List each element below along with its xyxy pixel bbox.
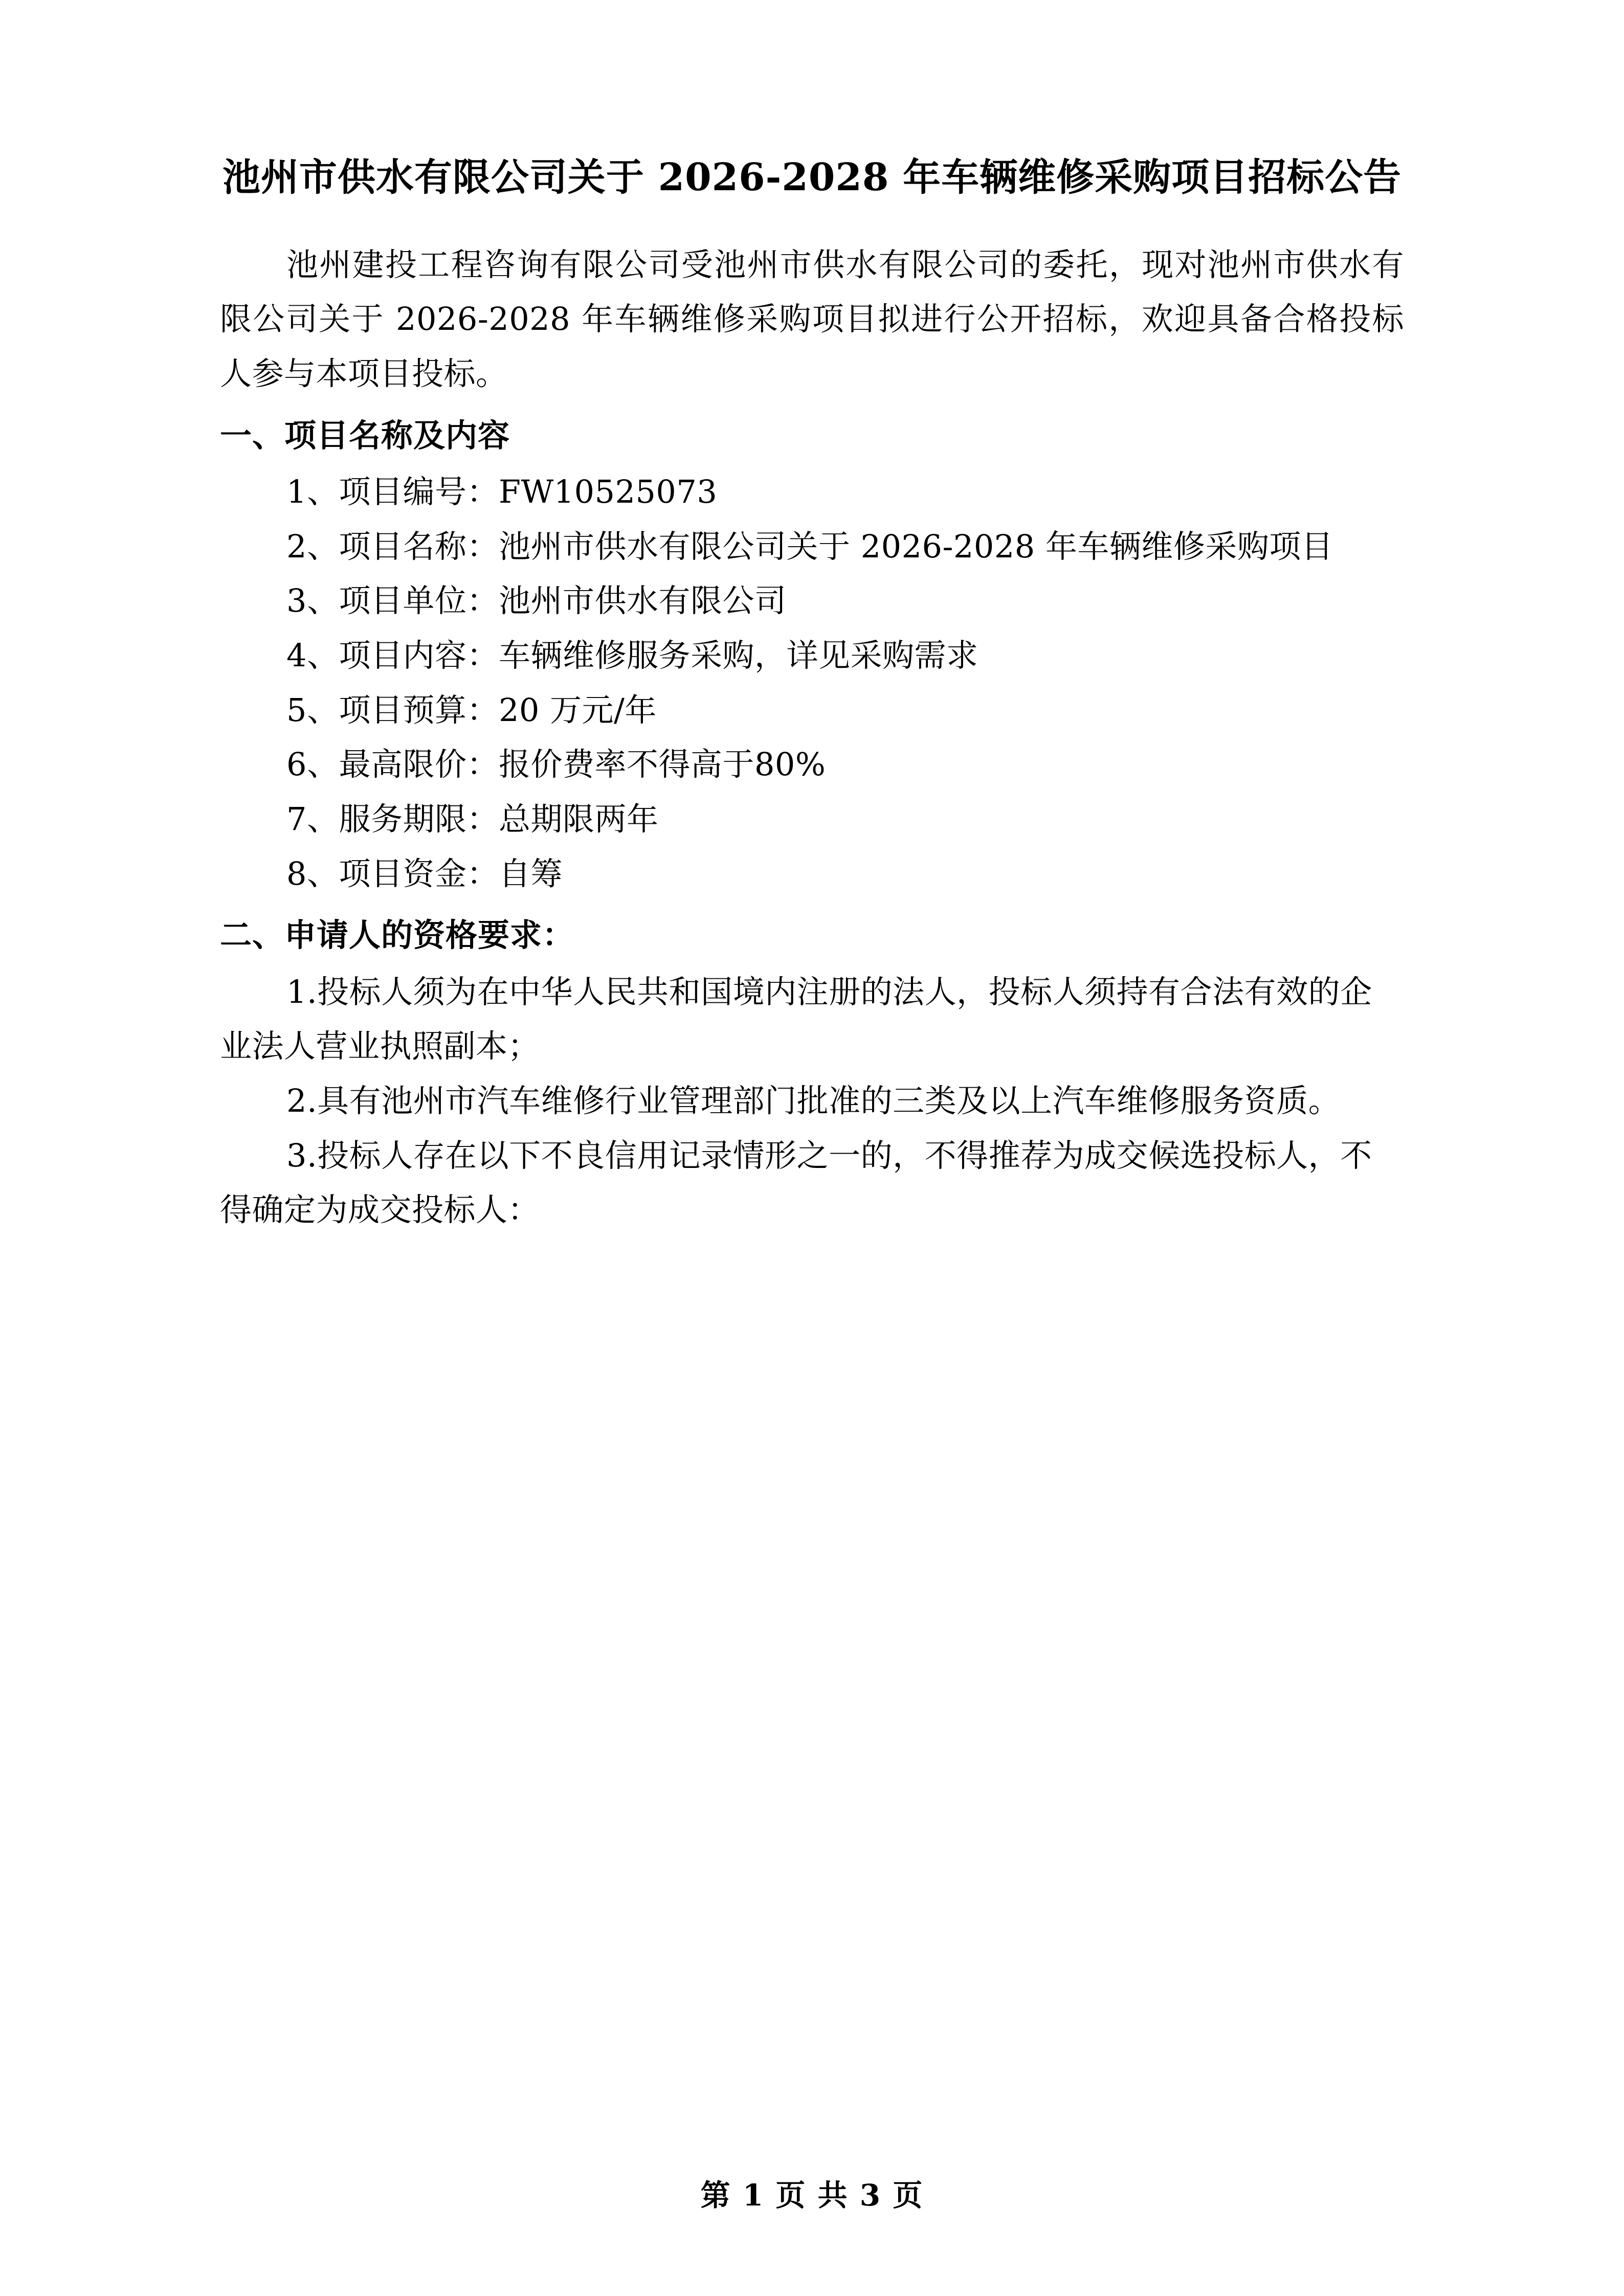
section-heading-1: 一、项目名称及内容 <box>220 416 510 454</box>
list-item: 3.投标人存在以下不良信用记录情形之一的，不得推荐为成交候选投标人，不得确定为成交投标人： <box>220 1136 1372 1229</box>
list-item: 5、项目预算：20 万元/年 <box>286 691 657 729</box>
section-heading-2: 二、申请人的资格要求： <box>220 916 575 954</box>
list-item: 6、最高限价：报价费率不得高于80% <box>286 746 826 783</box>
list-item: 2.具有池州市汽车维修行业管理部门批准的三类及以上汽车维修服务资质。 <box>286 1082 1341 1120</box>
list-item: 1.投标人须为在中华人民共和国境内注册的法人，投标人须持有合法有效的企业法人营业执照副本； <box>220 973 1372 1065</box>
intro-paragraph: 池州建投工程咨询有限公司受池州市供水有限公司的委托，现对池州市供水有限公司关于 2026-2028 年车辆维修采购项目拟进行公开招标，欢迎具备合格投标人参与本项目投标。 <box>220 245 1404 392</box>
list-item: 7、服务期限：总期限两年 <box>286 800 659 838</box>
page-title: 池州市供水有限公司关于 2026-2028 年车辆维修采购项目招标公告 <box>222 155 1402 199</box>
page-footer: 第 1 页 共 3 页 <box>700 2178 924 2213</box>
list-item: 3、项目单位：池州市供水有限公司 <box>286 582 787 620</box>
list-item: 8、项目资金：自筹 <box>286 854 563 892</box>
list-item: 4、项目内容：车辆维修服务采购，详见采购需求 <box>286 637 978 674</box>
list-item: 1、项目编号：FW10525073 <box>286 473 718 511</box>
list-item: 2、项目名称：池州市供水有限公司关于 2026-2028 年车辆维修采购项目 <box>286 527 1333 565</box>
